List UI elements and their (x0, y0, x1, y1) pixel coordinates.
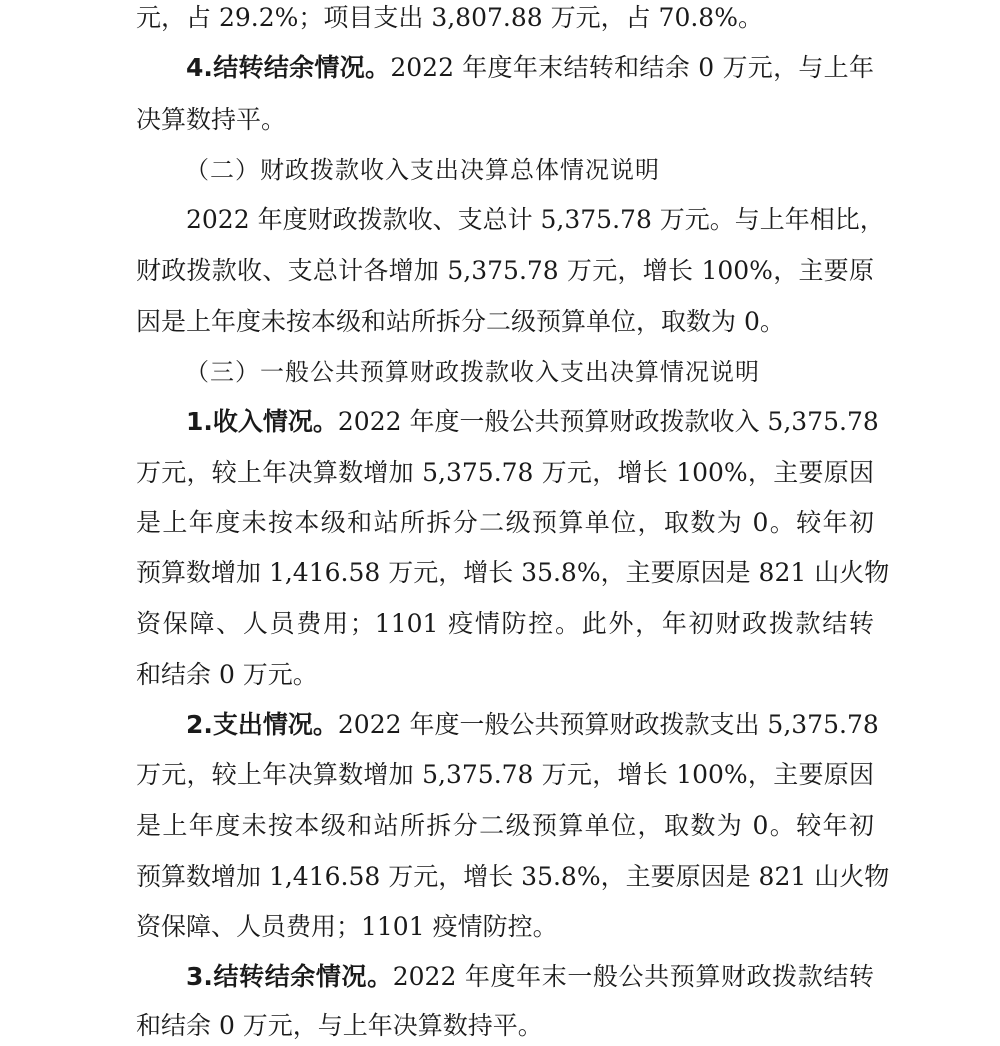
text-line: 财政拨款收、支总计各增加 5,375.78 万元，增长 100%，主要原 (136, 256, 874, 285)
section-2-line-1 (0, 705, 1000, 745)
text-line: 万元，较上年决算数增加 5,375.78 万元，增长 100%，主要原因 (136, 458, 874, 487)
section-2-lead: 2.支出情况。 (186, 710, 338, 739)
section-3-text: 2022 年度年末一般公共预算财政拨款结转 (392, 962, 874, 991)
section-1-text: 2022 年度一般公共预算财政拨款收入 5,375.78 (337, 407, 879, 436)
section-1-lead: 1.收入情况。 (186, 407, 338, 436)
section-3-line-1 (0, 957, 1000, 997)
text-line: 预算数增加 1,416.58 万元，增长 35.8%，主要原因是 821 山火物 (136, 862, 890, 891)
text-line: 和结余 0 万元。 (136, 660, 318, 689)
heading-3: （三）一般公共预算财政拨款收入支出决算情况说明 (185, 358, 760, 386)
section-2-text: 2022 年度一般公共预算财政拨款支出 5,375.78 (337, 710, 879, 739)
text-line: 和结余 0 万元，与上年决算数持平。 (136, 1011, 543, 1040)
text-line: 万元，较上年决算数增加 5,375.78 万元，增长 100%，主要原因 (136, 760, 874, 789)
section-4-lead: 4.结转结余情况。 (186, 53, 391, 82)
section-3-lead: 3.结转结余情况。 (186, 962, 393, 991)
section-4-line-1 (0, 48, 1000, 88)
text-line: 是上年度未按本级和站所拆分二级预算单位，取数为 0。较年初 (136, 508, 874, 537)
text-line: 2022 年度财政拨款收、支总计 5,375.78 万元。与上年相比， (186, 205, 885, 234)
text-line: 因是上年度未按本级和站所拆分二级预算单位，取数为 0。 (136, 307, 785, 336)
section-1-line-1 (0, 402, 1000, 442)
text-line: 是上年度未按本级和站所拆分二级预算单位，取数为 0。较年初 (136, 811, 874, 840)
text-line: 资保障、人员费用；1101 疫情防控。此外，年初财政拨款结转 (136, 609, 874, 638)
text-line: 元，占 29.2%；项目支出 3,807.88 万元，占 70.8%。 (136, 3, 763, 32)
heading-2: （二）财政拨款收入支出决算总体情况说明 (185, 156, 660, 184)
text-line: 决算数持平。 (136, 105, 287, 134)
text-line: 资保障、人员费用；1101 疫情防控。 (136, 912, 558, 941)
section-4-text: 2022 年度年末结转和结余 0 万元，与上年 (390, 53, 874, 82)
text-line: 预算数增加 1,416.58 万元，增长 35.8%，主要原因是 821 山火物 (136, 558, 890, 587)
